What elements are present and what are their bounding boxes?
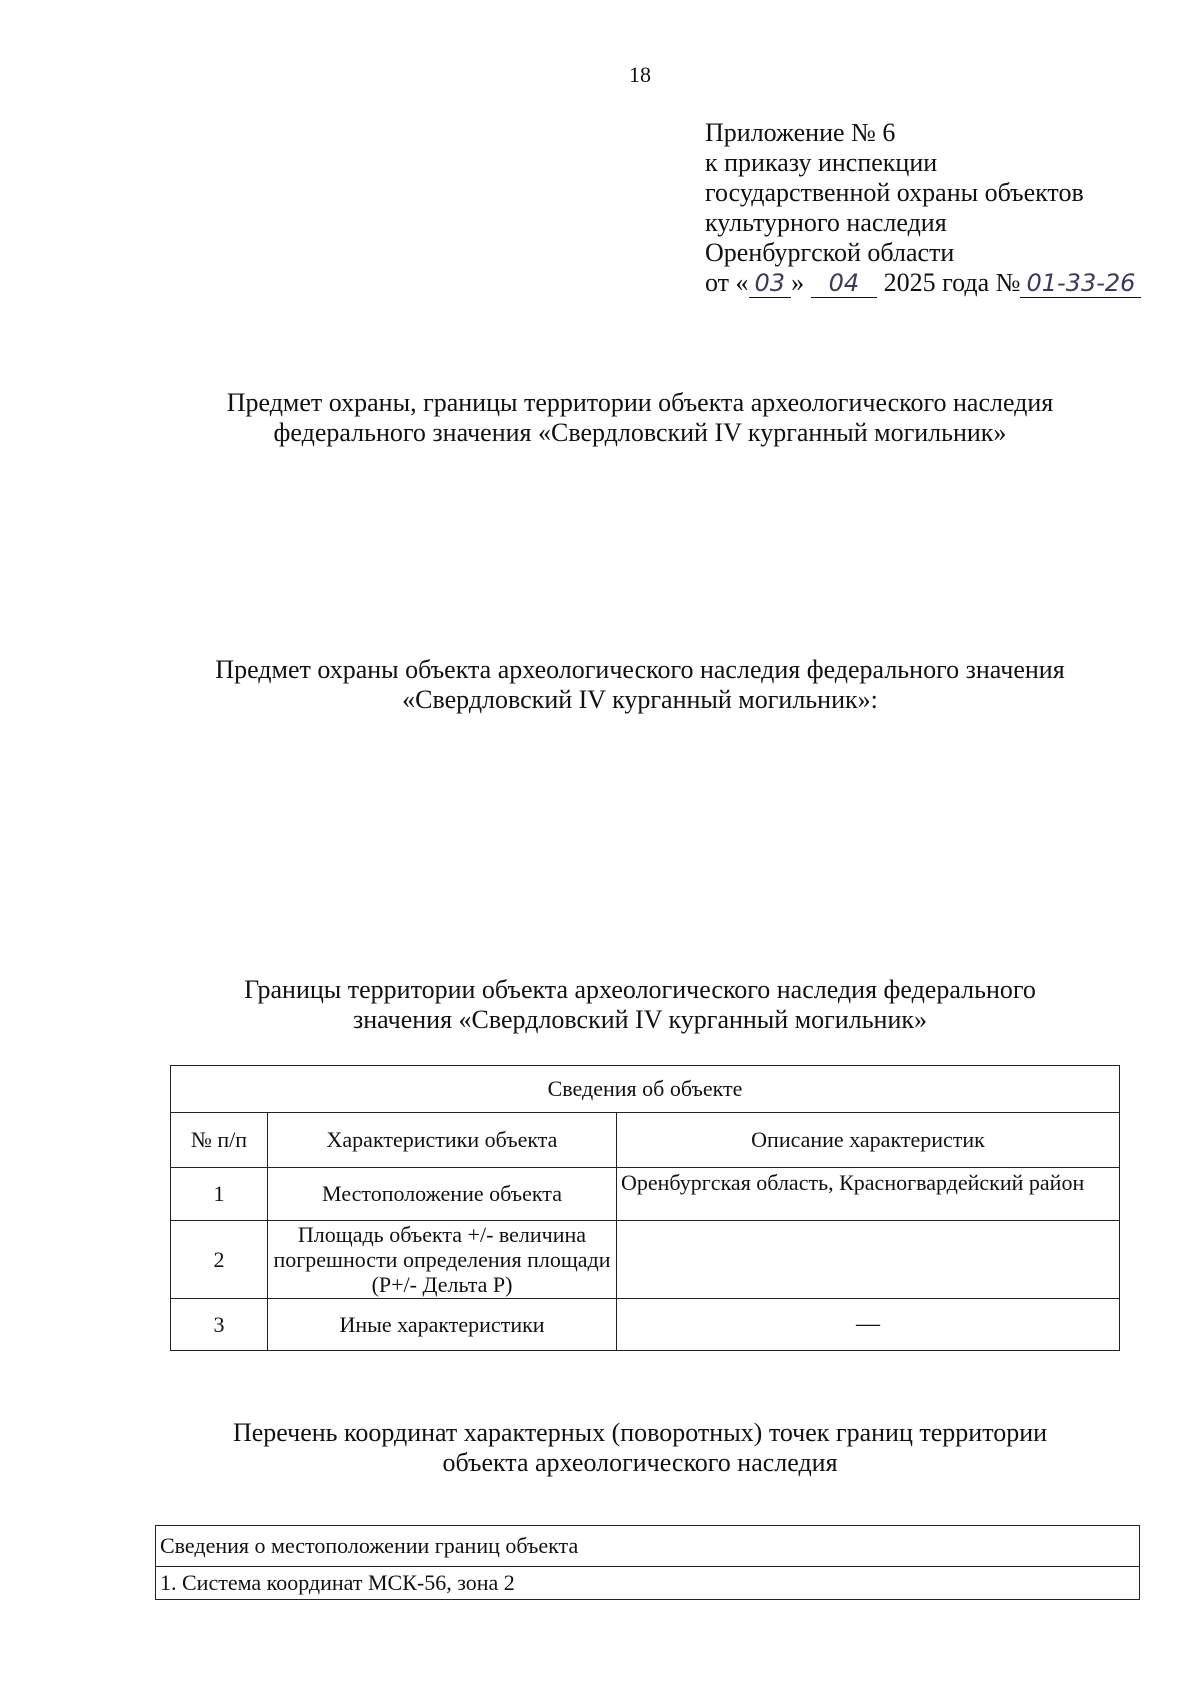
date-close: » xyxy=(791,268,805,297)
year-text: 2025 года № xyxy=(883,268,1021,297)
table-row xyxy=(171,1299,1120,1351)
coordinates-table xyxy=(155,1525,1140,1600)
row-number: 3 xyxy=(171,1299,268,1351)
date-prefix: от « xyxy=(705,268,749,297)
header-characteristic: Характеристики объекта xyxy=(268,1113,617,1168)
appendix-line: к приказу инспекции xyxy=(705,148,938,177)
coordinates-heading: Перечень координат характерных (поворотных) точек границ территории объекта археологического наследия xyxy=(232,1418,1048,1477)
boundaries-heading: Границы территории объекта археологического наследия федерального значения «Свердловский IV курганный могильник» xyxy=(244,975,1036,1034)
appendix-line: Оренбургской области xyxy=(705,238,955,267)
coordinate-system-row xyxy=(156,1567,1140,1600)
appendix-line: государственной охраны объектов xyxy=(705,178,1084,207)
handwritten-order-number: 01-33-26 xyxy=(1020,269,1141,298)
coordinates-caption: Сведения о местоположении границ объекта xyxy=(156,1526,1140,1567)
row-number: 2 xyxy=(171,1221,268,1299)
appendix-line: Приложение № 6 xyxy=(705,118,896,147)
row-characteristic: Иные характеристики xyxy=(268,1299,617,1351)
subject-heading: Предмет охраны объекта археологического наследия федерального значения «Свердловский IV курганный могильник»: xyxy=(215,655,1065,714)
page-number: 18 xyxy=(629,62,651,87)
coordinate-system: 1. Система координат МСК-56, зона 2 xyxy=(156,1567,1140,1600)
table-caption: Сведения об объекте xyxy=(171,1066,1120,1113)
object-info-table xyxy=(170,1065,1120,1351)
row-description: — xyxy=(617,1299,1120,1351)
appendix-block xyxy=(705,118,1141,298)
row-description: Оренбургская область, Красногвардейский район xyxy=(617,1168,1120,1221)
document-title: Предмет охраны, границы территории объекта археологического наследия федерального значения «Свердловский IV курганный могильник» xyxy=(226,388,1054,447)
row-characteristic: Местоположение объекта xyxy=(268,1168,617,1221)
row-description xyxy=(617,1221,1120,1299)
table-caption-row xyxy=(171,1066,1120,1113)
table-row xyxy=(171,1221,1120,1299)
table-header-row xyxy=(171,1113,1120,1168)
header-number: № п/п xyxy=(171,1113,268,1168)
row-characteristic: Площадь объекта +/- величина погрешности определения площади (P+/- Дельта P) xyxy=(268,1221,617,1299)
handwritten-day: 03 xyxy=(749,269,792,298)
appendix-line: культурного наследия xyxy=(705,208,947,237)
handwritten-month: 04 xyxy=(811,269,878,298)
header-description: Описание характеристик xyxy=(617,1113,1120,1168)
coordinates-caption-row xyxy=(156,1526,1140,1567)
table-row xyxy=(171,1168,1120,1221)
appendix-date-line xyxy=(705,268,1141,298)
row-number: 1 xyxy=(171,1168,268,1221)
